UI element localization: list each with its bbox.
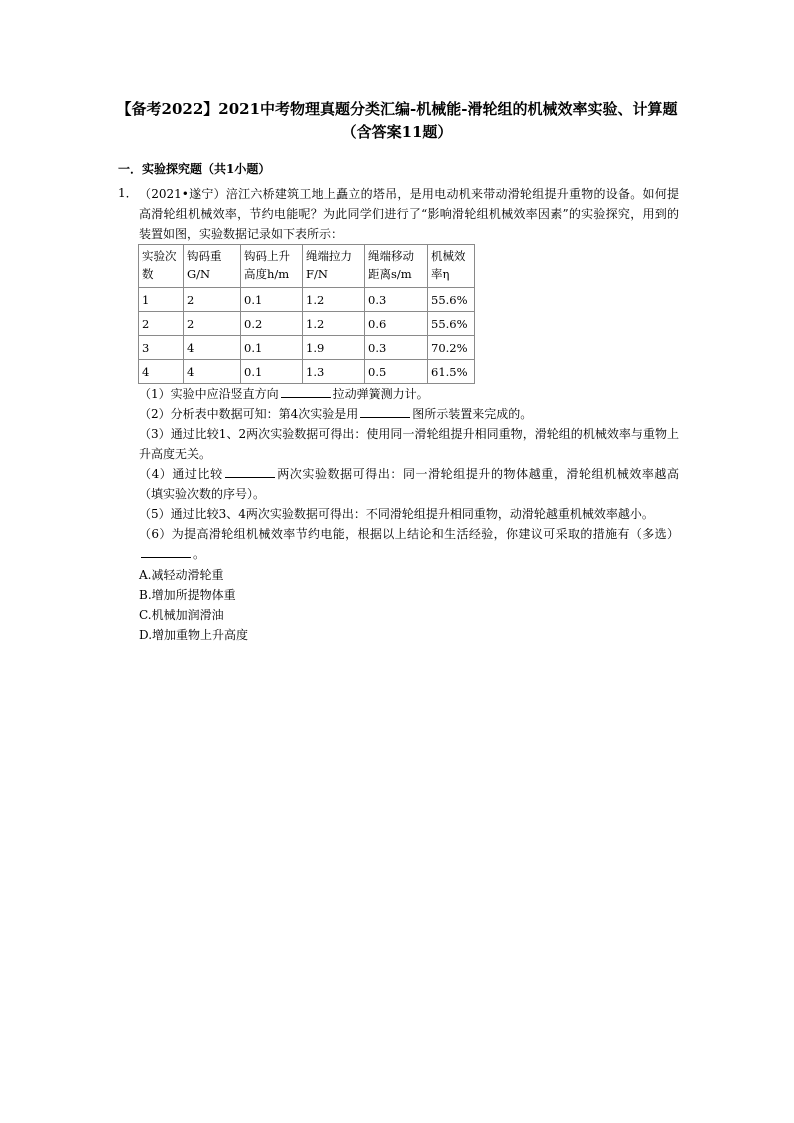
table-header-cell: 机械效率η	[428, 245, 475, 288]
experiment-data-table	[138, 244, 475, 384]
table-cell: 1.2	[303, 312, 365, 336]
table-cell: 0.6	[365, 312, 428, 336]
table-cell: 2	[184, 288, 241, 312]
sub-question-4-text-end: 两次实验数据可得出：同一滑轮组提升的物体越重，滑轮组机械效率越高（填实验次数的序号）。	[139, 467, 679, 501]
table-cell: 0.3	[365, 288, 428, 312]
sub-question-4-text: （4）通过比较	[139, 467, 223, 481]
option-d: D.增加重物上升高度	[139, 628, 249, 642]
table-cell: 4	[184, 360, 241, 384]
table-cell: 61.5%	[428, 360, 475, 384]
table-row	[139, 288, 475, 312]
table-header-cell: 钩码重G/N	[184, 245, 241, 288]
table-header-cell: 绳端拉力F/N	[303, 245, 365, 288]
table-cell: 70.2%	[428, 336, 475, 360]
option-b: B.增加所提物体重	[139, 588, 236, 602]
sub-question-2-text-end: 图所示装置来完成的。	[412, 407, 533, 421]
table-cell: 2	[184, 312, 241, 336]
table-cell: 0.2	[241, 312, 303, 336]
table-header-row	[139, 245, 475, 288]
sub-question-2	[139, 404, 679, 424]
option-a: A.减轻动滑轮重	[139, 568, 224, 582]
sub-question-6-text: （6）为提高滑轮组机械效率节约电能，根据以上结论和生活经验，你建议可采取的措施有（多选）	[139, 527, 679, 541]
table-row	[139, 336, 475, 360]
sub-question-3: （3）通过比较1、2两次实验数据可得出：使用同一滑轮组提升相同重物，滑轮组的机械效率与重物上升高度无关。	[139, 427, 679, 461]
table-row	[139, 360, 475, 384]
table-cell: 0.1	[241, 336, 303, 360]
sub-question-1-text: （1）实验中应沿竖直方向	[139, 387, 279, 401]
answer-blank[interactable]	[141, 544, 191, 558]
question-stem: （2021•遂宁）涪江六桥建筑工地上矗立的塔吊，是用电动机来带动滑轮组提升重物的设备。如何提高滑轮组机械效率，节约电能呢？为此同学们进行了“影响滑轮组机械效率因素”的实验探究，用到的装置如图，实验数据记录如下表所示：	[139, 187, 679, 241]
table-cell: 55.6%	[428, 288, 475, 312]
question-number: 1．	[118, 186, 138, 200]
document-title: 【备考2022】2021中考物理真题分类汇编-机械能-滑轮组的机械效率实验、计算题（含答案11题）	[116, 100, 678, 141]
sub-question-2-text: （2）分析表中数据可知：第4次实验是用	[139, 407, 359, 421]
table-cell: 1.2	[303, 288, 365, 312]
answer-blank[interactable]	[225, 464, 275, 478]
option-c: C.机械加润滑油	[139, 608, 224, 622]
sub-question-1-text-end: 拉动弹簧测力计。	[332, 387, 429, 401]
answer-blank[interactable]	[281, 384, 331, 398]
table-cell: 1	[139, 288, 184, 312]
choice-options	[139, 565, 679, 645]
answer-blank[interactable]	[360, 404, 410, 418]
table-header-cell: 绳端移动距离s/m	[365, 245, 428, 288]
table-cell: 2	[139, 312, 184, 336]
table-cell: 0.1	[241, 360, 303, 384]
table-cell: 4	[184, 336, 241, 360]
table-header-cell: 钩码上升高度h/m	[241, 245, 303, 288]
sub-question-6-text-end: 。	[193, 547, 206, 561]
sub-question-4	[139, 464, 679, 504]
table-row	[139, 312, 475, 336]
section-heading: 一．实验探究题（共1小题）	[118, 162, 271, 176]
sub-question-6	[139, 524, 679, 564]
table-header-cell: 实验次数	[139, 245, 184, 288]
table-cell: 1.9	[303, 336, 365, 360]
sub-question-1	[139, 384, 679, 404]
sub-question-5: （5）通过比较3、4两次实验数据可得出：不同滑轮组提升相同重物，动滑轮越重机械效率越小。	[139, 507, 654, 521]
table-cell: 0.3	[365, 336, 428, 360]
table-cell: 55.6%	[428, 312, 475, 336]
table-cell: 3	[139, 336, 184, 360]
table-cell: 4	[139, 360, 184, 384]
table-cell: 1.3	[303, 360, 365, 384]
table-cell: 0.5	[365, 360, 428, 384]
table-cell: 0.1	[241, 288, 303, 312]
sub-questions	[139, 384, 679, 645]
